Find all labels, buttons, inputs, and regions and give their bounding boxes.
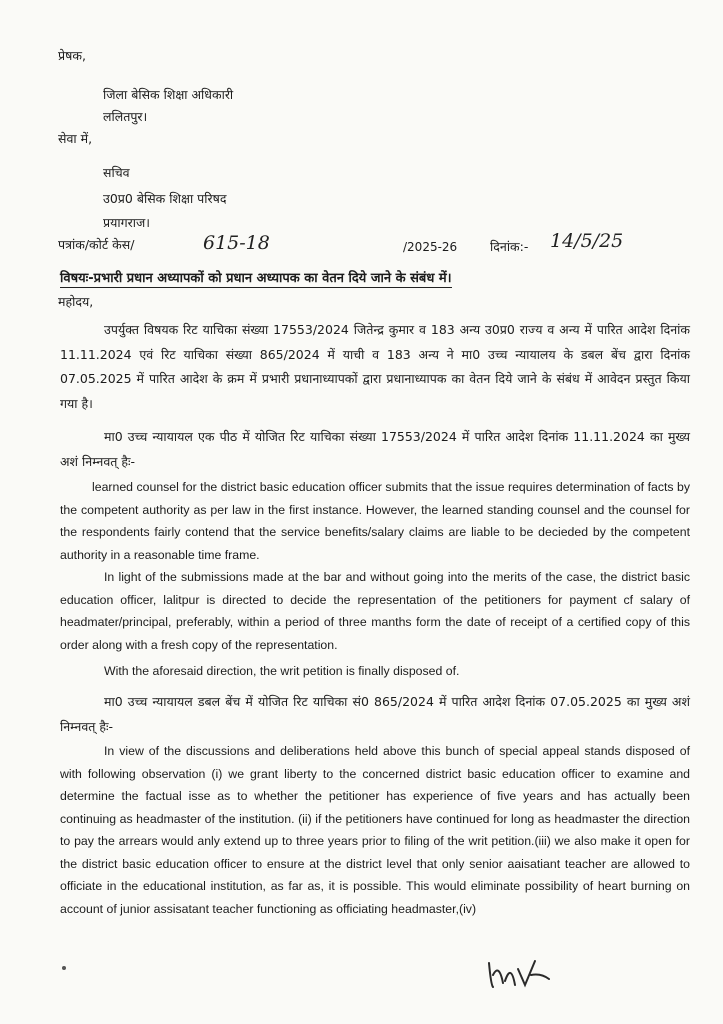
salutation: महोदय, [58, 294, 94, 309]
body-paragraph-3: मा0 उच्च न्यायायल डबल बेंच में योजित रिट याचिका सं0 865/2024 में पारित आदेश दिनांक 07.05.2025 का मुख्य अशं निम्नवत् हैः- [60, 694, 690, 734]
recipient-label: सेवा में, [58, 131, 93, 146]
page-mark [62, 966, 66, 970]
recipient-office: उ0प्र0 बेसिक शिक्षा परिषद [103, 191, 227, 206]
quote-paragraph-3: With the aforesaid direction, the writ petition is finally disposed of. [104, 664, 460, 678]
reference-number: 615-18 [203, 232, 270, 254]
recipient-designation: सचिव [103, 165, 130, 180]
sender-location: ललितपुर। [103, 109, 148, 124]
quote-paragraph-1: learned counsel for the district basic education officer submits that the issue requires determination of facts by the competent authority as per law in the first instance. However, the learned standing counsel and the counsel for the respondents fairly contend that the service benefits/salary claims are liable to be decieded by the competent authority in a reasonable time frame. [60, 480, 690, 562]
quote-paragraph-4: In view of the discussions and deliberations held above this bunch of special appeal stands disposed of with following observation (i) we grant liberty to the concerned district basic education officer to examine and determine the factual isse as to whether the petitioner has experience of five years and has actually been continuing as headmaster of the institution. (ii) if the petitioners have continued for long as headmaster the direction to pay the arrears would anly extend up to three years prior to filing of the writ petition.(iii) we also make it open for the district basic education officer to ensure at the district level that only senior aaisatiant teacher are allowed to officiate in the educational institution, as far as, it is possible. This would eliminate possibility of heart burning on account of junior assisatant teacher functioning as officiating headmaster,(iv) [60, 744, 690, 916]
letter-date: 14/5/25 [550, 230, 624, 252]
recipient-location: प्रयागराज। [103, 215, 151, 230]
reference-label: पत्रांक/कोर्ट केस/ [58, 237, 135, 252]
body-paragraph-2: मा0 उच्च न्यायायल एक पीठ में योजित रिट याचिका संख्या 17553/2024 में पारित आदेश दिनांक 11.11.2024 का मुख्य अशं निम्नवत् हैः- [60, 429, 690, 469]
sender-label: प्रेषक, [58, 48, 86, 63]
body-paragraph-1: उपर्युक्त विषयक रिट याचिका संख्या 17553/2024 जितेन्द्र कुमार व 183 अन्य उ0प्र0 राज्य व अन्य में पारित आदेश दिनांक 11.11.2024 एवं रिट याचिका संख्या 865/2024 में याची व 183 अन्य ने मा0 उच्च न्यायालय के डबल बेंच द्वारा दिनांक 07.05.2025 में पारित आदेश के क्रम में प्रभारी प्रधानाध्यापकों द्वारा प्रधानाध्यापक का वेतन दिये जाने के संबंध में आवेदन प्रस्तुत किया गया है। [60, 322, 690, 411]
sender-designation: जिला बेसिक शिक्षा अधिकारी [103, 87, 234, 102]
date-label: दिनांक:- [490, 239, 529, 254]
subject-line: विषयः-प्रभारी प्रधान अध्यापकों को प्रधान अध्यापक का वेतन दिये जाने के संबंध में। [60, 268, 452, 288]
reference-year: /2025-26 [403, 240, 458, 254]
signature-initials-icon [485, 955, 555, 995]
quote-paragraph-2: In light of the submissions made at the bar and without going into the merits of the case, the district basic education officer, lalitpur is directed to decide the representation of the petitioners for payment cf salary of headmater/principal, preferably, within a period of three manths form the date of receipt of a certified copy of this order along with a fresh copy of the representation. [60, 570, 690, 652]
